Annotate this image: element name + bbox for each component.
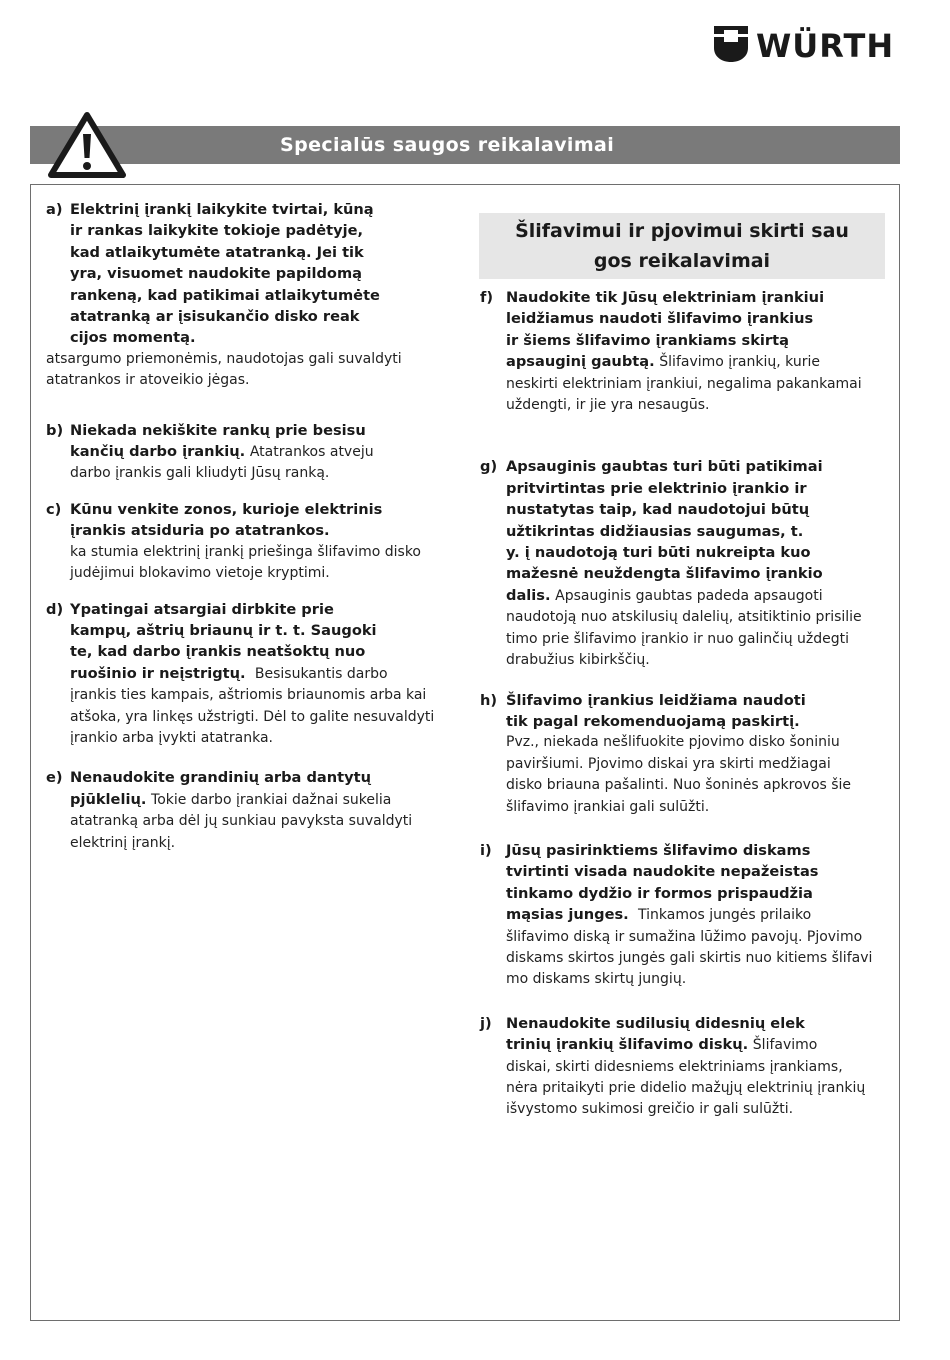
item-heading-line: kančių darbo įrankių. xyxy=(70,443,246,461)
item-body-line: neskirti elektriniam įrankiui, negalima pakankamai xyxy=(506,375,862,392)
item-heading-line: Šlifavimo įrankius leidžiama naudoti xyxy=(506,691,806,709)
item-heading-line: trinių įrankių šlifavimo diskų. xyxy=(506,1036,749,1054)
item-body-line: uždengti, ir jie yra nesaugūs. xyxy=(506,397,710,414)
item-label: i) xyxy=(480,841,492,859)
brand-name: WÜRTH xyxy=(756,27,895,65)
item-label: j) xyxy=(480,1014,492,1032)
item-inline-text: Tokie darbo įrankiai dažnai sukelia xyxy=(151,791,392,808)
item-heading-line: apsauginį gaubtą. xyxy=(506,353,655,371)
item-heading-line: ir rankas laikykite tokioje padėtyje, xyxy=(70,222,364,240)
item-body-line: elektrinį įrankį. xyxy=(70,834,176,851)
item-heading-line: pritvirtintas prie elektrinio įrankio ir xyxy=(506,479,807,497)
item-body-line: diskai, skirti didesniems elektriniams įrankiams, xyxy=(506,1058,843,1075)
item-label: f) xyxy=(480,289,494,306)
item-heading-line: Kūnu venkite zonos, kurioje elektrinis xyxy=(70,500,383,518)
item-inline-text: Besisukantis darbo xyxy=(254,665,388,682)
item-heading-line: rankeną, kad patikimai atlaikytumėte xyxy=(70,286,380,304)
item-heading-line: yra, visuomet naudokite papildomą xyxy=(70,265,362,283)
instruction-item-d xyxy=(46,599,446,750)
item-label: b) xyxy=(46,421,64,439)
item-heading-line: mąsias junges. xyxy=(506,906,629,924)
item-heading-line: te, kad darbo įrankis neatšoktų nuo xyxy=(70,643,366,661)
item-body-line: naudotoją nuo atskilusių dalelių, atsitiktinio prisilie xyxy=(506,609,862,626)
item-body-line: išvystomo sukimosi greičio ir gali sulūžti. xyxy=(506,1101,794,1118)
item-label: e) xyxy=(46,769,63,787)
item-heading-line: leidžiamus naudoti šlifavimo įrankius xyxy=(506,310,814,328)
instruction-item-f xyxy=(480,287,888,416)
item-label: g) xyxy=(480,458,498,476)
instruction-item-i xyxy=(480,840,888,991)
item-body-line: darbo įrankis gali kliudyti Jūsų ranką. xyxy=(70,465,330,482)
item-heading-line: tik pagal rekomenduojamą paskirtį. xyxy=(506,712,800,730)
item-body-line: įrankis ties kampais, aštriomis briaunomis arba kai xyxy=(70,687,427,704)
item-heading-line: atatranką ar įsisukančio disko reak xyxy=(70,308,360,326)
item-heading-line: nustatytas taip, kad naudotojui būtų xyxy=(506,501,810,519)
section-banner xyxy=(30,126,900,164)
item-heading-line: Niekada nekiškite rankų prie besisu xyxy=(70,421,366,439)
brand-logo xyxy=(712,24,902,68)
item-body-line: judėjimui blokavimo vietoje kryptimi. xyxy=(70,565,330,582)
item-heading-line: užtikrintas didžiausias saugumas, t. xyxy=(506,522,804,540)
item-body-line: atšoka, yra linkęs užstrigti. Dėl to galite nesuvaldyti xyxy=(70,708,435,725)
item-heading-line: ir šiems šlifavimo įrankiams skirtą xyxy=(506,331,789,349)
item-heading-line: Apsauginis gaubtas turi būti patikimai xyxy=(506,458,823,476)
item-inline-text: Atatrankos atveju xyxy=(249,444,374,461)
item-body-line: Pvz., niekada nešlifuokite pjovimo disko šoniniu xyxy=(506,734,840,751)
item-body-line: paviršiumi. Pjovimo diskai yra skirti medžiagai xyxy=(506,755,831,772)
item-body-line: įrankio arba įvykti atatranka. xyxy=(70,729,273,746)
item-heading-line: dalis. xyxy=(506,586,551,604)
item-inline-text: Tinkamos jungės prilaiko xyxy=(638,907,812,924)
item-body-line: timo prie šlifavimo įrankio ir nuo galinčių uždegti xyxy=(506,630,850,647)
banner-title: Specialūs saugos reikalavimai xyxy=(280,134,615,156)
warning-triangle-icon xyxy=(46,110,128,180)
item-label: h) xyxy=(480,691,498,709)
item-heading-line: Nenaudokite grandinių arba dantytų xyxy=(70,769,372,787)
instruction-item-e xyxy=(46,767,446,854)
item-heading-line: ruošinio ir neįstrigtų. xyxy=(70,664,246,682)
item-heading-line: Naudokite tik Jūsų elektriniam įrankiui xyxy=(506,289,825,306)
subsection-heading-line: Šlifavimui ir pjovimui skirti sau xyxy=(515,220,849,242)
item-body-line: ka stumia elektrinį įrankį priešinga šlifavimo disko xyxy=(70,543,421,560)
item-inline-text: Apsauginis gaubtas padeda apsaugoti xyxy=(555,587,823,604)
item-body-line: atatranką arba dėl jų sunkiau pavyksta suvaldyti xyxy=(70,813,413,830)
item-heading-line: tvirtinti visada naudokite nepažeistas xyxy=(506,863,819,881)
item-inline-text: Šlifavimo įrankių, kurie xyxy=(659,354,820,371)
item-body-line: nėra pritaikyti prie didelio mažųjų elektrinių įrankių xyxy=(506,1080,866,1096)
item-heading-line: Elektrinį įrankį laikykite tvirtai, kūną xyxy=(70,201,374,218)
item-label: d) xyxy=(46,600,64,618)
instruction-item-h xyxy=(480,690,888,818)
wuerth-logo-icon xyxy=(712,24,750,64)
item-heading-line: tinkamo dydžio ir formos prispaudžia xyxy=(506,884,813,902)
item-inline-text: Šlifavimo xyxy=(752,1037,818,1054)
item-heading-line: cijos momentą. xyxy=(70,329,196,347)
item-body-line: mo diskams skirtų jungių. xyxy=(506,971,687,988)
item-body-line: drabužius kibirkščių. xyxy=(506,652,650,669)
item-body-line: atatrankos ir atoveikio jėgas. xyxy=(46,372,250,389)
item-label: a) xyxy=(46,201,63,218)
item-body-line: šlifavimo įrankiai gali sulūžti. xyxy=(506,798,710,815)
item-label: c) xyxy=(46,500,62,518)
item-heading-line: Jūsų pasirinktiems šlifavimo diskams xyxy=(506,841,811,859)
right-column xyxy=(480,287,888,1121)
item-heading-line: Nenaudokite sudilusių didesnių elek xyxy=(506,1014,805,1032)
subsection-heading-line: gos reikalavimai xyxy=(593,250,771,272)
instruction-item-c xyxy=(46,499,446,585)
instruction-item-g xyxy=(480,456,888,671)
left-column xyxy=(46,199,446,854)
item-heading-line: mažesnė neuždengta šlifavimo įrankio xyxy=(506,565,823,583)
item-heading-line: pjūklelių. xyxy=(70,790,147,808)
item-heading-line: įrankis atsiduria po atatrankos. xyxy=(70,522,330,540)
item-heading-line: kampų, aštrių briaunų ir t. t. Saugoki xyxy=(70,621,377,639)
item-body-line: šlifavimo diską ir sumažina lūžimo pavojų. Pjovimo xyxy=(506,928,863,945)
item-heading-line: kad atlaikytumėte atatranką. Jei tik xyxy=(70,243,364,261)
instruction-item-b xyxy=(46,420,446,485)
instruction-item-a xyxy=(46,199,446,392)
item-body-line: diskams skirtos jungės gali skirtis nuo kitiems šlifavi xyxy=(506,949,873,966)
subsection-heading xyxy=(479,213,885,279)
item-body-line: disko briauna pašalinti. Nuo šoninės apkrovos šie xyxy=(506,777,852,794)
instruction-item-j xyxy=(480,1013,888,1121)
item-heading-line: Ypatingai atsargiai dirbkite prie xyxy=(70,600,334,618)
item-body-line: atsargumo priemonėmis, naudotojas gali suvaldyti xyxy=(46,350,402,367)
item-heading-line: y. į naudotoją turi būti nukreipta kuo xyxy=(506,544,811,562)
